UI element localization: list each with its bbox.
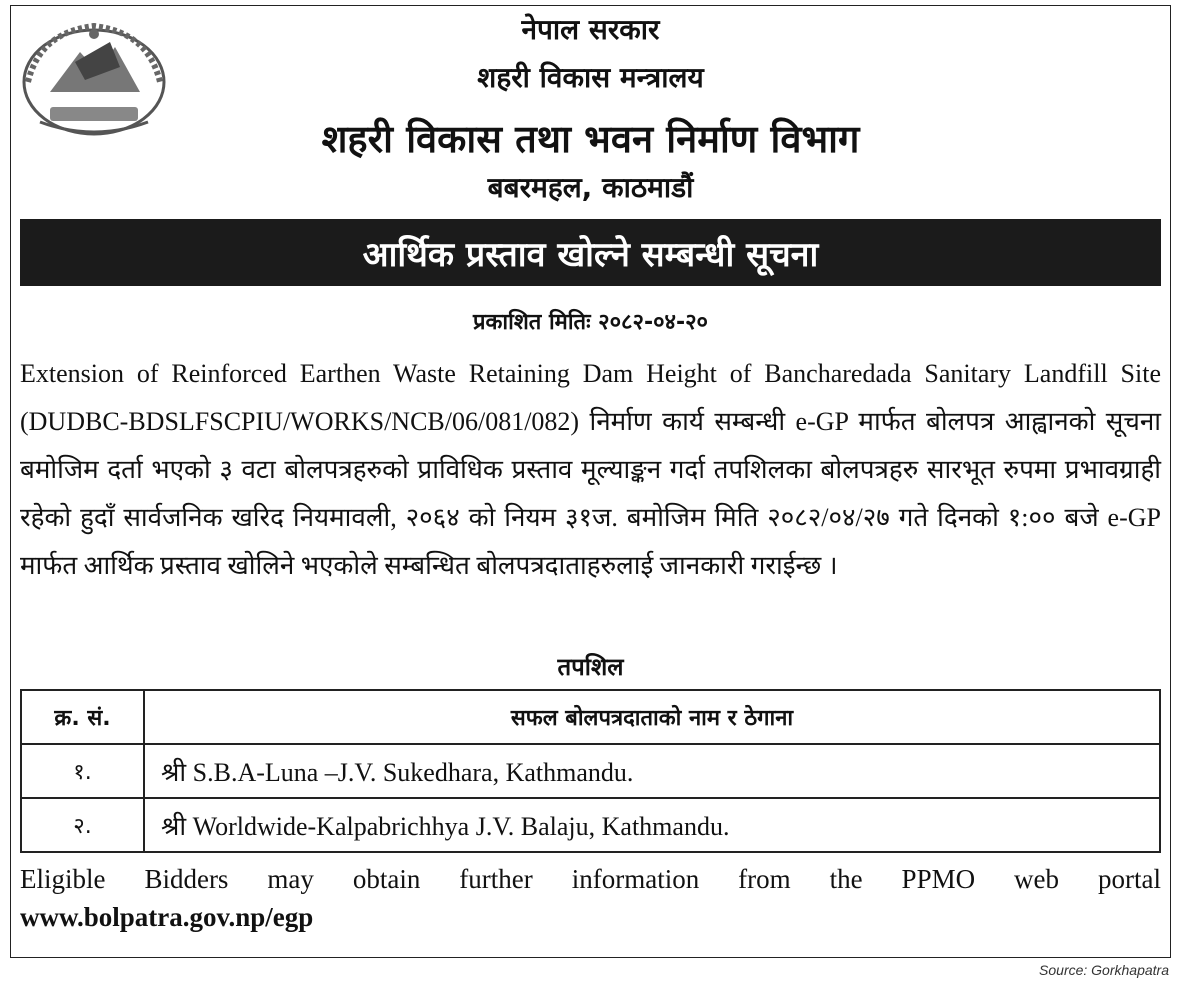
col-header-bidder: सफल बोलपत्रदाताको नाम र ठेगाना xyxy=(144,690,1160,744)
bidder-name: श्री S.B.A-Luna –J.V. Sukedhara, Kathmandu. xyxy=(144,744,1160,798)
table-row xyxy=(21,744,1160,798)
notice-title-bar xyxy=(20,219,1161,286)
bidder-name: श्री Worldwide-Kalpabrichhya J.V. Balaju, Kathmandu. xyxy=(144,798,1160,852)
source-credit: Source: Gorkhapatra xyxy=(1039,962,1169,978)
notice-title: आर्थिक प्रस्ताव खोल्ने सम्बन्धी सूचना xyxy=(362,234,819,275)
footer-line: Eligible Bidders may obtain further information from the PPMO web portal xyxy=(20,864,1161,894)
department-name: शहरी विकास तथा भवन निर्माण विभाग xyxy=(321,117,860,161)
government-name: नेपाल सरकार xyxy=(521,13,660,46)
office-address: बबरमहल, काठमाडौं xyxy=(487,171,694,204)
ministry-name: शहरी विकास मन्त्रालय xyxy=(477,61,704,94)
notice-body: Extension of Reinforced Earthen Waste Retaining Dam Height of Bancharedada Sanitary Landfill Site (DUDBC-BDSLFSCPIU/WORKS/NCB/06/081/082) निर्माण कार्य सम्बन्धी e-GP मार्फत बोलपत्र आह्वानको सूचना बमोजिम दर्ता भएको ३ वटा बोलपत्रहरुको प्राविधिक प्रस्ताव मूल्याङ्कन गर्दा तपशिलका बोलपत्रहरु सारभूत रुपमा प्रभावग्राही रहेको हुदाँ सार्वजनिक खरिद नियमावली, २०६४ को नियम ३१ज. बमोजिम मिति २०८२/०४/२७ गते दिनको १:०० बजे e-GP मार्फत आर्थिक प्रस्ताव खोलिने भएकोले सम्बन्धित बोलपत्रदाताहरुलाई जानकारी गराईन्छ । xyxy=(20,359,1161,580)
published-date: प्रकाशित मितिः २०८२-०४-२० xyxy=(473,310,708,335)
table-header-row xyxy=(21,690,1160,744)
portal-link[interactable]: www.bolpatra.gov.np/egp xyxy=(20,902,314,932)
table-title: तपशिल xyxy=(557,653,624,681)
serial-number: २. xyxy=(21,798,144,852)
col-header-serial: क्र. सं. xyxy=(21,690,144,744)
footer-info xyxy=(20,860,1161,936)
bidders-table xyxy=(20,689,1161,853)
serial-number: १. xyxy=(21,744,144,798)
table-row xyxy=(21,798,1160,852)
